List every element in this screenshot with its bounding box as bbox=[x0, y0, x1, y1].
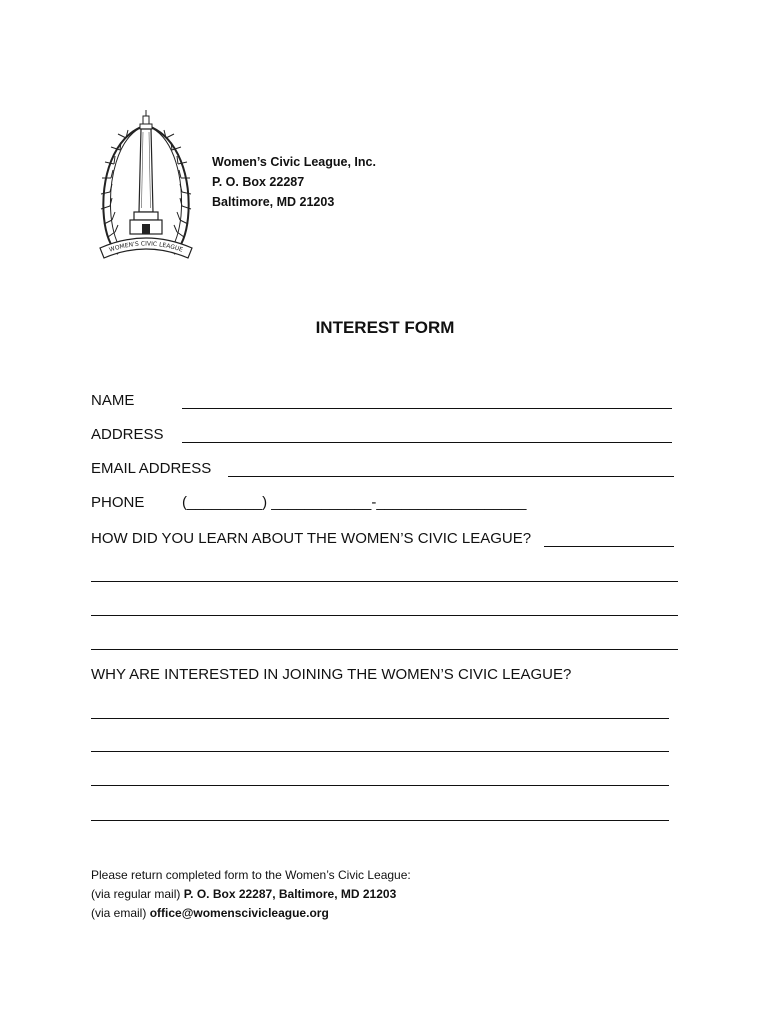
why-answer-line-4[interactable] bbox=[91, 820, 669, 821]
why-answer-line-3[interactable] bbox=[91, 785, 669, 786]
return-instructions bbox=[91, 866, 411, 923]
email-prefix: (via email) bbox=[91, 906, 150, 920]
learn-answer-line-1[interactable] bbox=[91, 581, 678, 582]
form-title: INTEREST FORM bbox=[315, 318, 455, 337]
civic-league-logo bbox=[96, 108, 196, 266]
return-instruction-text: Please return completed form to the Women’s Civic League: bbox=[91, 868, 411, 882]
name-label: NAME bbox=[91, 392, 135, 409]
office-email[interactable]: office@womenscivicleague.org bbox=[149, 906, 329, 920]
email-field[interactable] bbox=[228, 476, 674, 477]
address-label: ADDRESS bbox=[91, 426, 164, 443]
phone-label: PHONE bbox=[91, 494, 145, 511]
email-label: EMAIL ADDRESS bbox=[91, 460, 212, 477]
why-answer-line-1[interactable] bbox=[91, 718, 669, 719]
phone-field[interactable]: (_________) ____________-__________________ bbox=[182, 494, 527, 511]
learn-answer-line-3[interactable] bbox=[91, 649, 678, 650]
learn-question: HOW DID YOU LEARN ABOUT THE WOMEN’S CIVIC LEAGUE? bbox=[91, 530, 532, 547]
org-name: Women’s Civic League, Inc. bbox=[212, 155, 376, 169]
logo-ribbon-text: WOMEN’S CIVIC LEAGUE bbox=[108, 240, 184, 254]
org-po-box: P. O. Box 22287 bbox=[212, 175, 305, 189]
org-city: Baltimore, MD 21203 bbox=[212, 195, 335, 209]
why-question: WHY ARE INTERESTED IN JOINING THE WOMEN’S CIVIC LEAGUE? bbox=[91, 666, 572, 683]
organization-address bbox=[212, 152, 376, 212]
learn-answer-short[interactable] bbox=[544, 546, 674, 547]
email-instruction bbox=[91, 904, 411, 923]
learn-answer-line-2[interactable] bbox=[91, 615, 678, 616]
mail-prefix: (via regular mail) bbox=[91, 887, 184, 901]
name-field[interactable] bbox=[182, 408, 672, 409]
mail-address: P. O. Box 22287, Baltimore, MD 21203 bbox=[183, 887, 397, 901]
address-field[interactable] bbox=[182, 442, 672, 443]
mail-instruction bbox=[91, 885, 411, 904]
why-answer-line-2[interactable] bbox=[91, 751, 669, 752]
